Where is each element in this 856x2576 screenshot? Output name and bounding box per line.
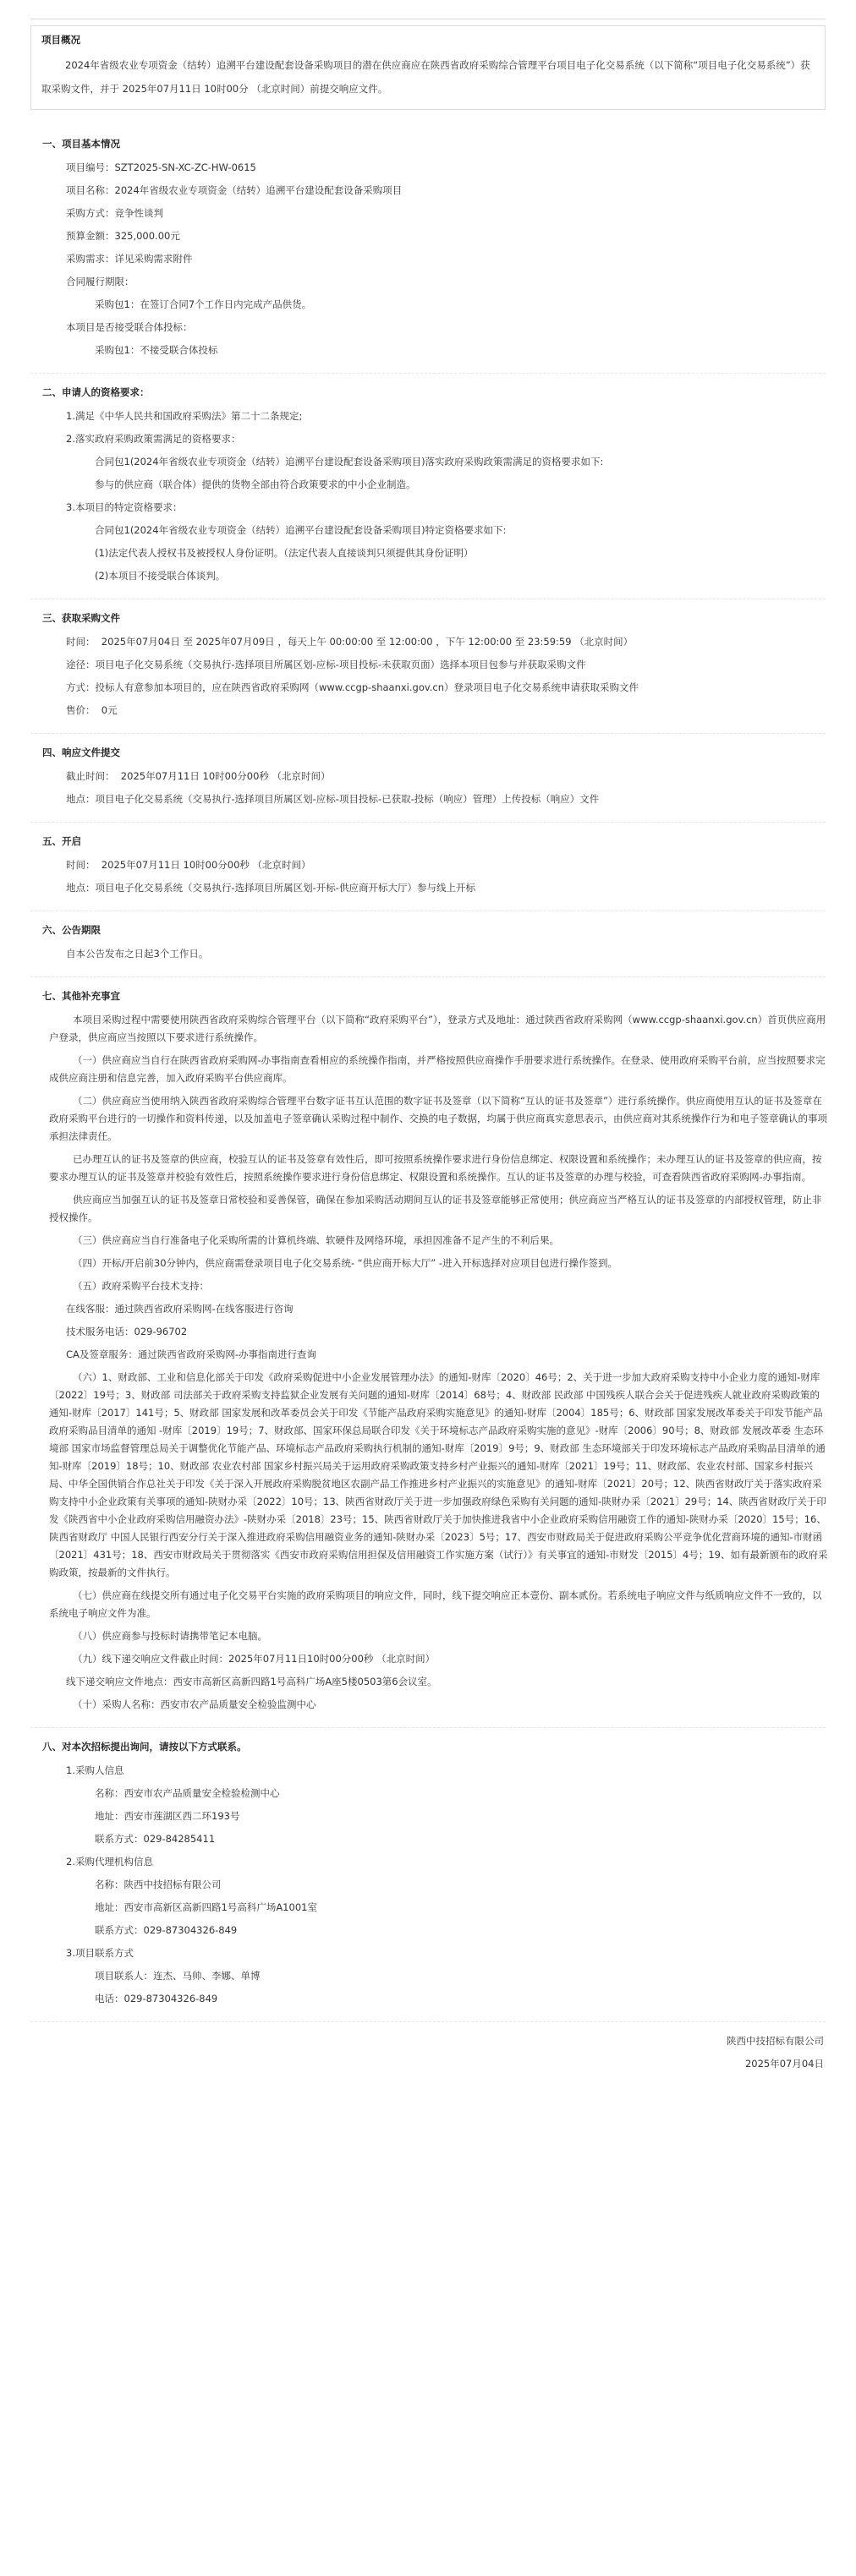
- obtain-way: 途径：项目电子化交易系统（交易执行-选择项目所属区划-应标-项目投标-未获取页面）选择本项目包参与并获取采购文件: [66, 659, 586, 670]
- section-divider: [30, 1727, 826, 1728]
- opening-place: 地点：项目电子化交易系统（交易执行-选择项目所属区划-开标-供应商开标大厅）参与线上开标: [66, 882, 475, 894]
- other-item-3: （三）供应商应当自行准备电子化采购所需的计算机终端、软硬件及网络环境，承担因准备不足产生的不利后果。: [73, 1234, 559, 1246]
- announcement-content: [42, 125, 829, 2073]
- agency-phone: 联系方式：029-87304326-849: [95, 1924, 238, 1936]
- project-number: 项目编号：SZT2025-SN-XC-ZC-HW-0615: [66, 161, 256, 173]
- procurement-method: 采购方式：竞争性谈判: [66, 207, 163, 219]
- contract-period-label: 合同履行期限：: [66, 276, 134, 287]
- section-obtain-title: 三、获取采购文件: [42, 612, 120, 624]
- section-qualification-title: 二、申请人的资格要求：: [42, 386, 150, 398]
- qualification-item-2: 2.落实政府采购政策需满足的资格要求：: [66, 433, 241, 445]
- other-item-1: （一）供应商应当自行在陕西省政府采购网-办事指南查看相应的系统操作指南，并严格按照供应商操作手册要求进行系统操作。在登录、使用政府采购平台前，应当按照要求完成供应商注册和信息完善，加入政府采购平台供应商库。: [49, 1054, 826, 1084]
- qualification-item-1: 1.满足《中华人民共和国政府采购法》第二十二条规定;: [66, 410, 303, 422]
- qualification-item-3: 3.本项目的特定资格要求：: [66, 501, 183, 513]
- obtain-mode: 方式：投标人有意参加本项目的，应在陕西省政府采购网（www.ccgp-shaanxi.gov.cn）登录项目电子化交易系统申请获取采购文件: [66, 681, 639, 693]
- other-item-2c: 供应商应当加强互认的证书及签章日常校验和妥善保管，确保在参加采购活动期间互认的证书及签章能够正常使用；供应商应当严格互认的证书及签章的内部授权管理，防止非授权操作。: [49, 1194, 822, 1223]
- tech-support-phone: 技术服务电话：029-96702: [66, 1326, 188, 1337]
- obtain-time: 时间： 2025年07月04日 至 2025年07月09日 ，每天上午 00:00:00 至 12:00:00 ，下午 12:00:00 至 23:59:59 （北京时间）: [66, 636, 634, 648]
- section-other-title: 七、其他补充事宜: [42, 990, 120, 1002]
- agency-address: 地址：西安市高新区高新四路1号高科广场A1001室: [95, 1901, 317, 1913]
- section-basic-title: 一、项目基本情况: [42, 138, 120, 150]
- ca-service: CA及签章服务：通过陕西省政府采购网-办事指南进行查询: [66, 1348, 317, 1360]
- submit-deadline: 截止时间： 2025年07月11日 10时00分00秒 （北京时间）: [66, 770, 331, 782]
- other-item-8: （八）供应商参与投标时请携带笔记本电脑。: [73, 1630, 267, 1642]
- section-divider: [30, 976, 826, 977]
- budget-amount: 预算金额：325,000.00元: [66, 230, 180, 242]
- agency-name: 名称：陕西中技招标有限公司: [95, 1879, 222, 1890]
- contract-period-package: 采购包1：在签订合同7个工作日内完成产品供货。: [95, 298, 312, 310]
- qualification-item-2b: 参与的供应商（联合体）提供的货物全部由符合政策要求的中小企业制造。: [95, 479, 416, 490]
- qualification-item-3c: (2)本项目不接受联合体谈判。: [95, 570, 226, 582]
- opening-time: 时间： 2025年07月11日 10时00分00秒 （北京时间）: [66, 859, 311, 871]
- contact-project-heading: 3.项目联系方式: [66, 1947, 134, 1959]
- section-divider: [30, 822, 826, 823]
- footer-date: 2025年07月04日: [744, 2058, 824, 2070]
- overview-title: 项目概况: [41, 34, 80, 46]
- project-overview-box: [30, 25, 826, 110]
- obtain-price: 售价： 0元: [66, 704, 118, 716]
- submit-place: 地点：项目电子化交易系统（交易执行-选择项目所属区划-应标-项目投标-已获取-投标（响应）管理）上传投标（响应）文件: [66, 793, 600, 805]
- other-item-6-policies: （六）1、财政部、工业和信息化部关于印发《政府采购促进中小企业发展管理办法》的通知-财库〔2020〕46号；2、关于进一步加大政府采购支持中小企业力度的通知-财库〔2022〕19号；3、财政部 司法部关于政府采购支持监狱企业发展有关问题的通知-财库〔2014〕68号；4、财政部 民政部 中国残疾人联合会关于促进残疾人就业政府采购政策的通知-财库〔2017〕141号；5、财政部 国家发展和改革委员会关于印发《节能产品政府采购实施意见》的通知-财库〔2004〕185号；6、财政部 国家发展改革委关于印发节能产品政府采购品目清单的通知 -财库〔2019〕19号；7、财政部、国家环保总局联合印发《关于环境标志产品政府采购实施的意见》-财库〔2006〕90号；8、财政部 发展改革委 生态环境部 国家市场监督管理总局关于调整优化节能产品、环境标志产品政府采购执行机制的通知-财库〔2019〕9号；9、财政部 生态环境部关于印发环境标志产品政府采购品目清单的通知-财库〔2019〕18号；10、财政部 农业农村部 国家乡村振兴局关于运用政府采购政策支持乡村产业振兴的通知-财库〔2021〕19号；11、财政部、农业农村部、国家乡村振兴局、中华全国供销合作总社关于印发《关于深入开展政府采购脱贫地区农副产品工作推进乡村产业振兴的实施意见》的通知-财库〔2021〕20号；12、陕西省财政厅关于落实政府采购支持中小企业政策有关事项的通知-陕财办采〔2022〕10号；13、陕西省财政厅关于进一步加强政府绿色采购有关问题的通知-陕财办采〔2021〕29号；14、陕西省财政厅关于印发《陕西省中小企业政府采购信用融资办法》-陕财办采〔2018〕23号；15、陕西省财政厅关于加快推进我省中小企业政府采购信用融资工作的通知-陕财办采〔2020〕15号；16、陕西省财政厅 中国人民银行西安分行关于深入推进政府采购信用融资业务的通知-陕财办采〔2023〕5号；17、西安市财政局关于促进政府采购公平竞争优化营商环境的通知-市财函〔2021〕431号；18、西安市财政局关于贯彻落实《西安市政府采购信用担保及信用融资工作实施方案（试行）》有关事宜的通知-市财发〔2015〕4号；19、如有最新颁布的政府采购政策，按最新的文件执行。: [49, 1371, 828, 1578]
- section-divider: [30, 733, 826, 734]
- other-item-9: （九）线下递交响应文件截止时间：2025年07月11日10时00分00秒 （北京时间）: [73, 1653, 436, 1665]
- section-opening-title: 五、开启: [42, 835, 81, 847]
- union-bid-label: 本项目是否接受联合体投标：: [66, 321, 193, 333]
- other-item-2b: 已办理互认的证书及签章的供应商，校验互认的证书及签章有效性后，即可按照系统操作要求进行身份信息绑定、权限设置和系统操作；未办理互认的证书及签章的供应商，按要求办理互认的证书及签章并校验有效性后，按照系统操作要求进行身份信息绑定、权限设置和系统操作。互认的证书及签章的办理与校验，可查看陕西省政府采购网-办事指南。: [49, 1153, 822, 1183]
- project-phone: 电话：029-87304326-849: [95, 1993, 218, 2004]
- union-bid-package: 采购包1：不接受联合体投标: [95, 344, 218, 356]
- other-item-10: （十）采购人名称：西安市农产品质量安全检验监测中心: [73, 1698, 316, 1710]
- qualification-item-2a: 合同包1(2024年省级农业专项资金（结转）追溯平台建设配套设备采购项目)落实政府采购政策需满足的资格要求如下:: [95, 456, 604, 468]
- other-item-4: （四）开标/开启前30分钟内，供应商需登录项目电子化交易系统- “供应商开标大厅” -进入开标选择对应项目包进行操作签到。: [73, 1257, 618, 1269]
- section-period-title: 六、公告期限: [42, 924, 101, 936]
- section-submit-title: 四、响应文件提交: [42, 747, 120, 758]
- qualification-item-3b: (1)法定代表人授权书及被授权人身份证明。（法定代表人直接谈判只须提供其身份证明）: [95, 547, 474, 559]
- other-intro: 本项目采购过程中需要使用陕西省政府采购综合管理平台（以下简称“政府采购平台”），登录方式及地址：通过陕西省政府采购网（www.ccgp-shaanxi.gov.cn）首页供应商用户登录，供应商应当按照以下要求进行系统操作。: [49, 1014, 826, 1043]
- qualification-item-3a: 合同包1(2024年省级农业专项资金（结转）追溯平台建设配套设备采购项目)特定资格要求如下:: [95, 524, 507, 536]
- procurement-need: 采购需求：详见采购需求附件: [66, 253, 193, 265]
- project-name: 项目名称：2024年省级农业专项资金（结转）追溯平台建设配套设备采购项目: [66, 184, 403, 196]
- offline-submit-place: 线下递交响应文件地点：西安市高新区高新四路1号高科广场A座5楼0503第6会议室。: [66, 1676, 437, 1687]
- purchaser-name: 名称：西安市农产品质量安全检验检测中心: [95, 1787, 280, 1799]
- announcement-period: 自本公告发布之日起3个工作日。: [66, 948, 209, 960]
- purchaser-address: 地址：西安市莲湖区西二环193号: [95, 1810, 240, 1822]
- section-contact-title: 八、对本次招标提出询问，请按以下方式联系。: [42, 1741, 247, 1753]
- other-item-7: （七）供应商在线提交所有通过电子化交易平台实施的政府采购项目的响应文件，同时，线下提交响应正本壹份、副本贰份。若系统电子响应文件与纸质响应文件不一致的，以系统电子响应文件为准。: [49, 1589, 822, 1619]
- purchaser-phone: 联系方式：029-84285411: [95, 1833, 216, 1845]
- contact-agency-heading: 2.采购代理机构信息: [66, 1856, 153, 1868]
- other-item-2: （二）供应商应当使用纳入陕西省政府采购综合管理平台数字证书互认范围的数字证书及签章（以下简称“互认的证书及签章”）进行系统操作。供应商使用互认的证书及签章在政府采购平台进行的一切操作和资料传递，以及加盖电子签章确认采购过程中制作、交换的电子数据，均属于供应商真实意思表示，由供应商对其系统操作行为和电子签章确认的事项承担法律责任。: [49, 1095, 827, 1142]
- other-item-5: （五）政府采购平台技术支持：: [73, 1280, 209, 1292]
- footer-organization: 陕西中技招标有限公司: [727, 2035, 824, 2047]
- overview-text: 2024年省级农业专项资金（结转）追溯平台建设配套设备采购项目的潜在供应商应在陕西省政府采购综合管理平台项目电子化交易系统（以下简称“项目电子化交易系统”）获取采购文件，并于 2025年07月11日 10时00分 （北京时间）前提交响应文件。: [41, 59, 810, 95]
- contact-purchaser-heading: 1.采购人信息: [66, 1764, 124, 1776]
- section-divider: [30, 373, 826, 374]
- online-service: 在线客服：通过陕西省政府采购网-在线客服进行咨询: [66, 1303, 294, 1315]
- project-contacts: 项目联系人：连杰、马帅、李娜、单博: [95, 1970, 261, 1982]
